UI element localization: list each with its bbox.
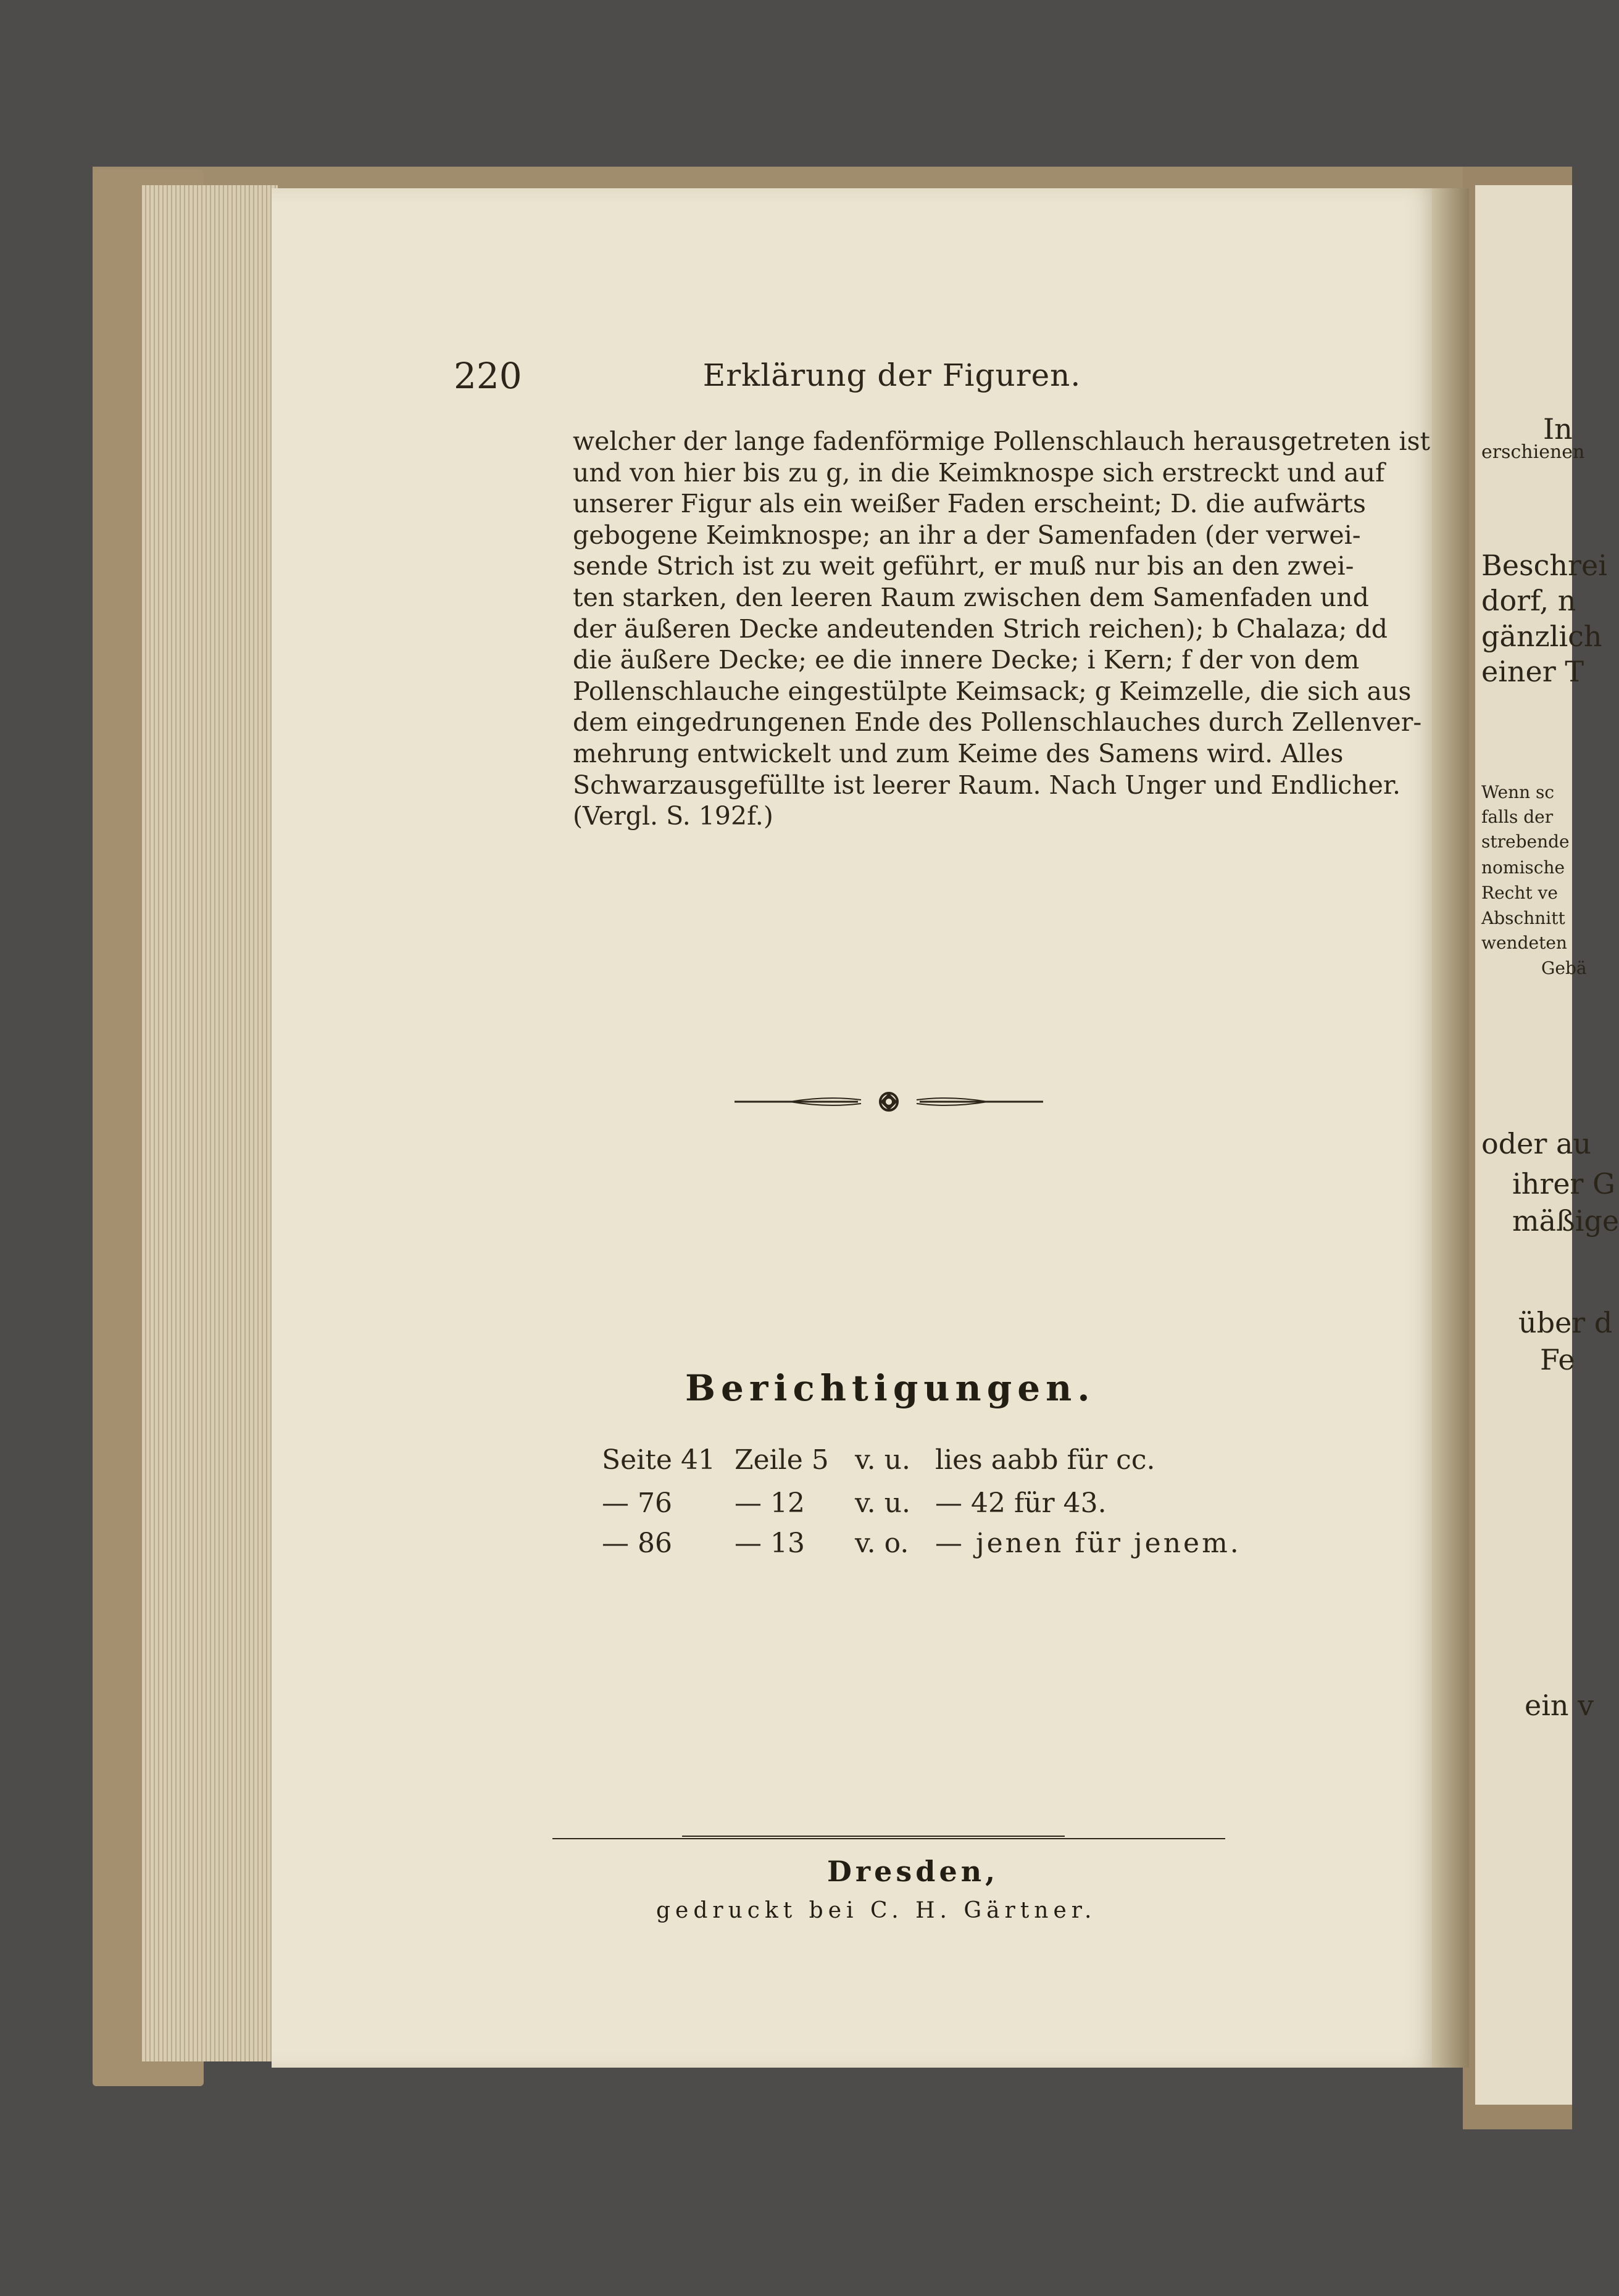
next-page-line: mäßige	[1512, 1204, 1619, 1237]
ornament-divider	[735, 1089, 1043, 1114]
imprint-printer: gedruckt bei C. H. Gärtner.	[656, 1898, 1097, 1923]
body-line: sende Strich ist zu weit geführt, er muß nur bis an den zwei-	[573, 551, 1354, 581]
imprint-rule	[552, 1838, 1225, 1839]
next-page-line: einer T	[1481, 655, 1584, 688]
next-page-line: nomische	[1481, 857, 1565, 878]
body-line: und von hier bis zu g, in die Keimknospe sich erstreckt und auf	[573, 457, 1385, 488]
body-line: Schwarzausgefüllte ist leerer Raum. Nach Unger und Endlicher.	[573, 770, 1401, 800]
next-page-line: falls der	[1481, 807, 1554, 827]
running-head: Erklärung der Figuren.	[702, 357, 1081, 393]
imprint-rule	[682, 1836, 1065, 1837]
book-gutter	[1432, 188, 1469, 2068]
correction-page: — 86	[602, 1528, 672, 1559]
correction-page: — 76	[602, 1487, 672, 1519]
correction-instruction: — 42 für 43.	[935, 1487, 1107, 1519]
body-text	[573, 426, 1430, 832]
correction-line: — 12	[735, 1487, 805, 1519]
next-page-line: Wenn sc	[1481, 782, 1555, 802]
next-page-line: Gebä	[1541, 958, 1587, 978]
body-line: Pollenschlauche eingestülpte Keimsack; g Keimzelle, die sich aus	[573, 676, 1412, 706]
next-page-line: ein v	[1525, 1689, 1594, 1722]
correction-line: — 13	[735, 1528, 805, 1559]
next-page-line: dorf, n	[1481, 584, 1576, 617]
body-line: die äußere Decke; ee die innere Decke; i Kern; f der von dem	[573, 645, 1360, 675]
next-page-line: In	[1543, 412, 1573, 446]
page-edges	[142, 185, 278, 2061]
page-header	[454, 355, 1330, 398]
body-line: (Vergl. S. 192f.)	[573, 801, 773, 831]
page-number: 220	[454, 355, 522, 397]
correction-page: Seite 41	[602, 1444, 715, 1476]
body-line: ten starken, den leeren Raum zwischen dem Samenfaden und	[573, 582, 1369, 612]
next-page-line: Beschrei	[1481, 549, 1607, 582]
corrections-title: Berichtigungen.	[685, 1367, 1096, 1409]
correction-line: Zeile 5	[735, 1444, 829, 1476]
next-page-line: Fe	[1540, 1343, 1575, 1376]
imprint-city: Dresden,	[827, 1855, 999, 1888]
next-page-line: ihrer G	[1512, 1167, 1615, 1200]
body-line: gebogene Keimknospe; an ihr a der Samenfaden (der verwei-	[573, 520, 1361, 550]
body-line: mehrung entwickelt und zum Keime des Samens wird. Alles	[573, 738, 1344, 768]
correction-instruction: lies aabb für cc.	[935, 1444, 1155, 1476]
next-page-line: gänzlich	[1481, 620, 1602, 653]
next-page-line: strebende	[1481, 831, 1570, 852]
correction-instruction: — jenen für jenem.	[935, 1528, 1241, 1559]
next-page-line: oder au	[1481, 1127, 1592, 1160]
body-line: dem eingedrungenen Ende des Pollenschlauches durch Zellenver-	[573, 707, 1422, 738]
next-page-line: über d	[1518, 1306, 1613, 1339]
next-page-line: erschienen	[1481, 441, 1585, 463]
body-line: welcher der lange fadenförmige Pollenschlauch herausgetreten ist	[573, 426, 1430, 456]
body-line: unserer Figur als ein weißer Faden erscheint; D. die aufwärts	[573, 489, 1366, 519]
correction-direction: v. o.	[855, 1528, 909, 1559]
next-page-line: Recht ve	[1481, 883, 1558, 903]
correction-direction: v. u.	[855, 1487, 910, 1519]
correction-direction: v. u.	[855, 1444, 910, 1476]
next-page-line: wendeten	[1481, 933, 1567, 953]
next-page-line: Abschnitt	[1481, 908, 1565, 928]
body-line: der äußeren Decke andeutenden Strich reichen); b Chalaza; dd	[573, 614, 1388, 644]
